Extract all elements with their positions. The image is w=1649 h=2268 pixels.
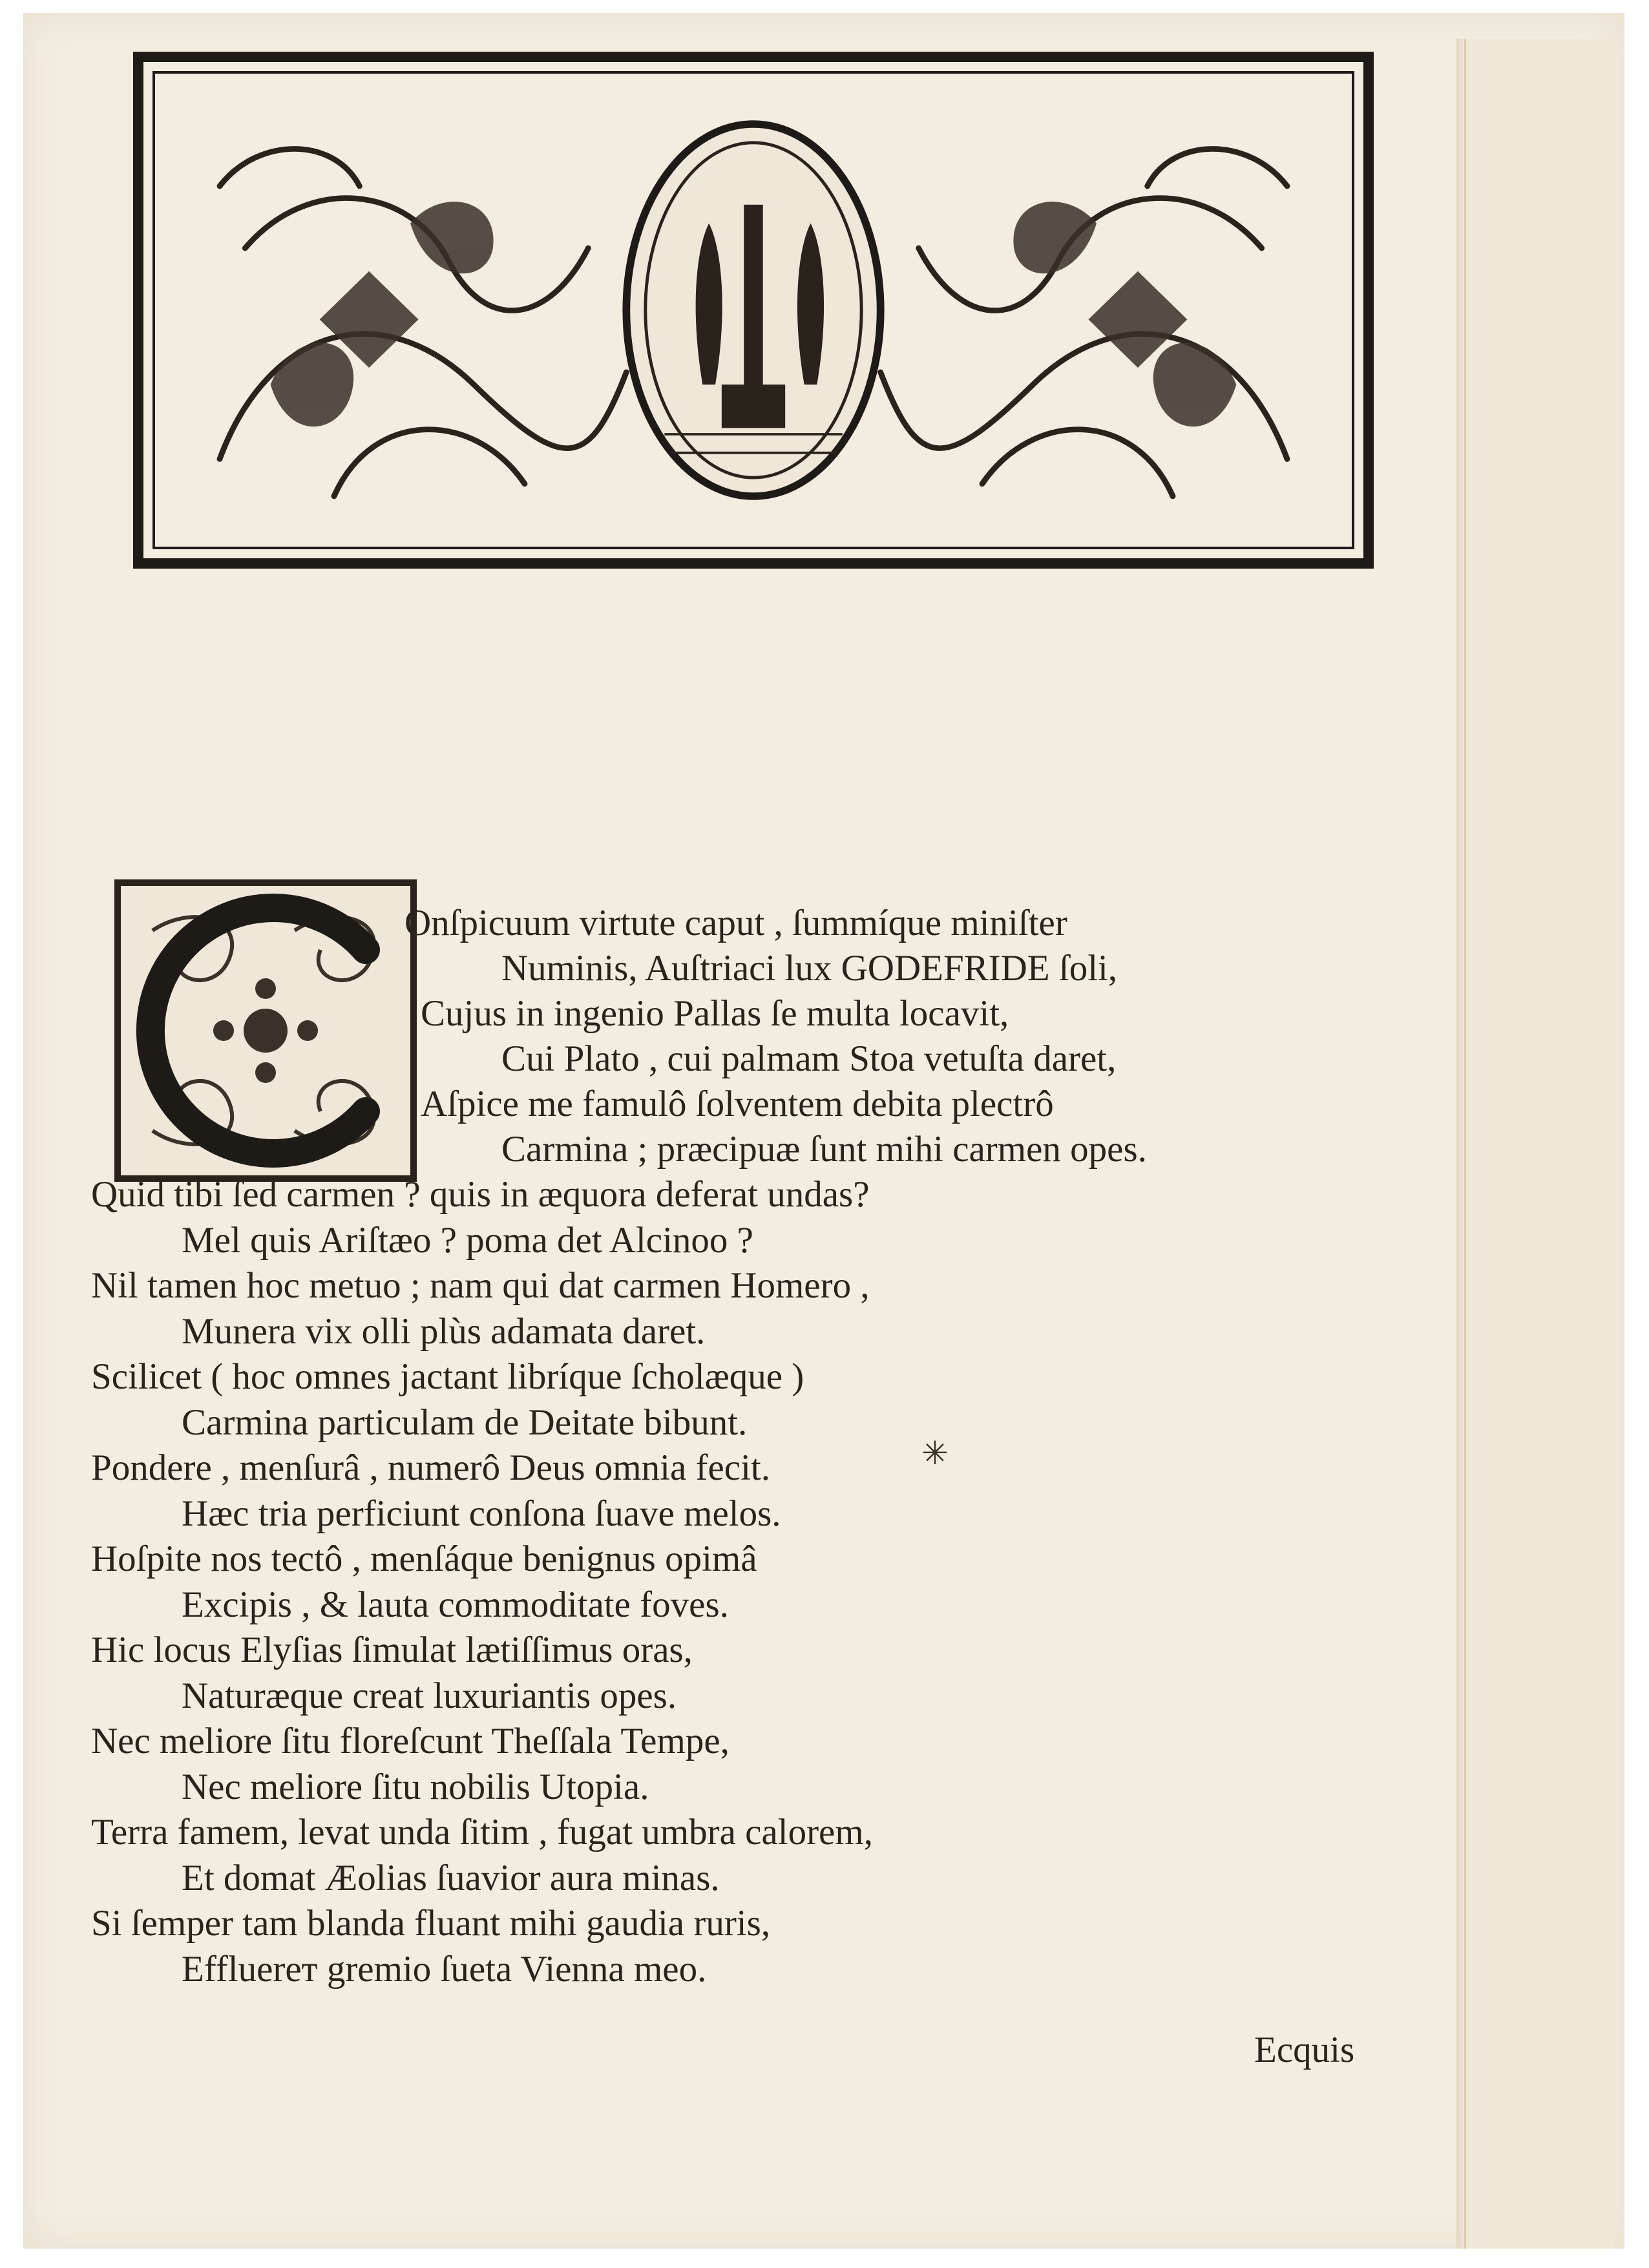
poem-line: Aſpice me famulô ſolventem debita plectrô <box>421 1084 1054 1124</box>
adjacent-leaf-edge <box>1464 39 1615 2249</box>
catchword: Ecquis <box>1254 2030 1355 2070</box>
poem-line: Hic locus Elyſias ſimulat lætiſſimus oras, <box>91 1630 693 1670</box>
poem-line: Munera vix olli plùs adamata daret. <box>182 1310 706 1352</box>
poem-line: Hæc tria perficiunt conſona ſuave melos. <box>182 1493 781 1534</box>
poem-line: Nec meliore ſitu nobilis Utopia. <box>182 1766 649 1807</box>
asterisk-star-icon: ✳ <box>921 1435 949 1471</box>
poem-line: Mel quis Ariſtæo ? poma det Alcinoo ? <box>182 1219 753 1261</box>
poem-line: Cui Plato , cui palmam Stoa vetuſta daret, <box>501 1038 1117 1079</box>
poem-line: Et domat Æolias ſuavior aura minas. <box>182 1857 720 1898</box>
initial-ornament-drawing <box>114 879 417 1182</box>
poem-line: Pondere , menſurâ , numerô Deus omnia fecit. <box>91 1447 771 1488</box>
poem-line: Effluerет gremio ſueta Vienna meo. <box>182 1948 707 1990</box>
decorated-initial-c-icon <box>114 879 417 1182</box>
woodcut-headpiece-icon <box>133 52 1374 569</box>
poem-line: Carmina ; præcipuæ ſunt mihi carmen opes. <box>501 1129 1147 1170</box>
poem-line: Carmina particulam de Deitate bibunt. <box>182 1402 748 1443</box>
poem-line: Quid tibi ſed carmen ? quis in æquora deferat undas? <box>91 1174 870 1215</box>
poem-line: Si ſemper tam blanda fluant mihi gaudia ruris, <box>91 1903 771 1944</box>
book-page <box>23 13 1624 2249</box>
poem-line: Numinis, Auſtriaci lux GODEFRIDE ſoli, <box>501 948 1118 989</box>
poem-line: Nil tamen hoc metuo ; nam qui dat carmen Homero , <box>91 1265 870 1306</box>
poem-line: Naturæque creat luxuriantis opes. <box>182 1675 677 1716</box>
poem-line: Hoſpite nos tectô , menſáque benignus opimâ <box>91 1538 757 1579</box>
headpiece-ornament-drawing <box>143 62 1363 558</box>
poem-line: Cujus in ingenio Pallas ſe multa locavit, <box>421 993 1009 1034</box>
poem-line: Terra famem, levat unda ſitim , fugat umbra calorem, <box>91 1812 873 1853</box>
poem-line: Excipis , & lauta commoditate foves. <box>182 1584 729 1625</box>
poem-line: Nec meliore ſitu floreſcunt Theſſala Tempe, <box>91 1721 730 1761</box>
poem-line: Scilicet ( hoc omnes jactant libríque ſcholæque ) <box>91 1356 804 1397</box>
poem-line: Onſpicuum virtute caput , ſummíque miniſter <box>404 903 1067 943</box>
